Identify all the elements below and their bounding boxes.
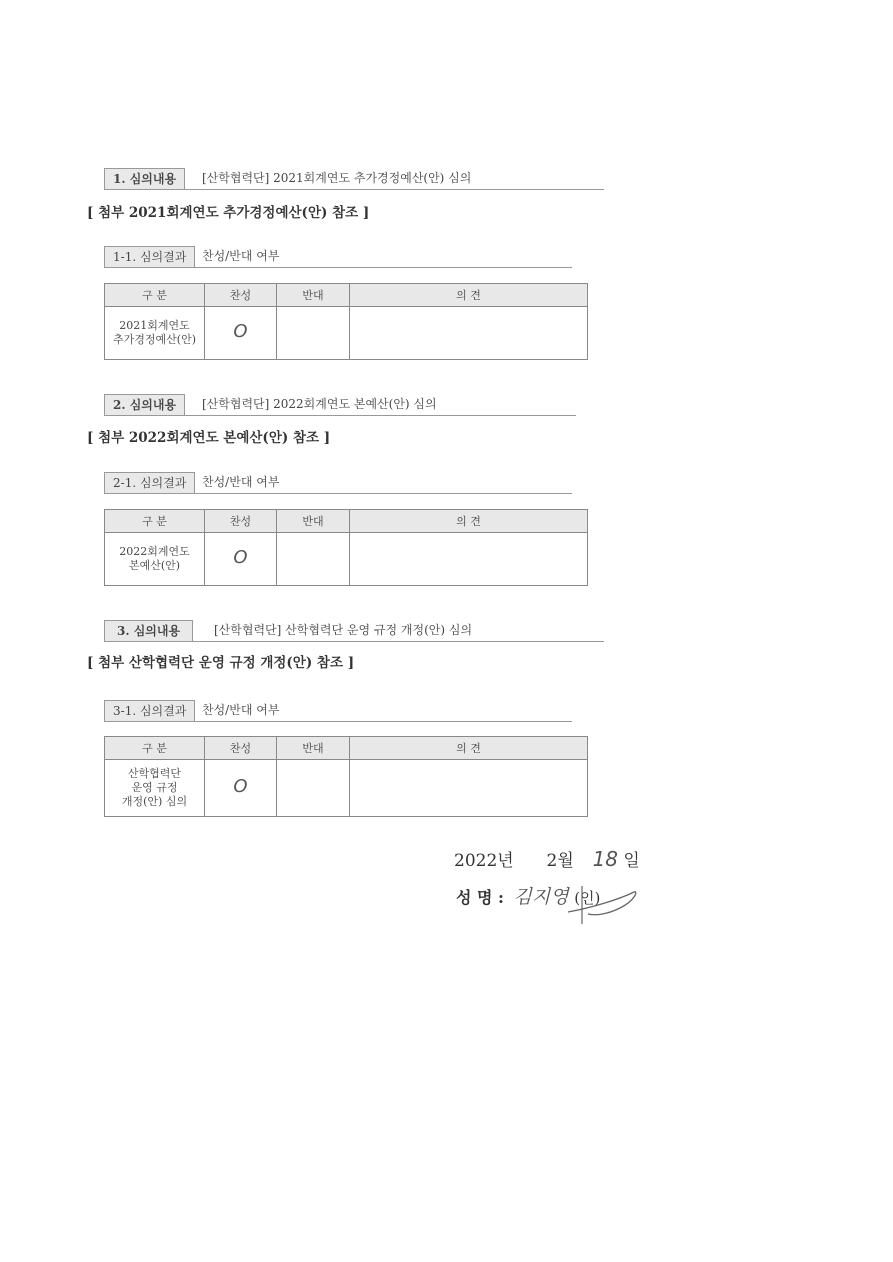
result-label: 2-1. 심의결과 — [104, 472, 195, 493]
opinion-cell — [350, 533, 588, 586]
opinion-cell — [350, 307, 588, 360]
approve-cell — [205, 760, 277, 817]
result-title: 찬성/반대 여부 — [202, 249, 280, 263]
approve-mark: O — [233, 321, 248, 342]
header-category: 구 분 — [105, 284, 205, 307]
section-label: 2. 심의내용 — [104, 394, 185, 415]
attachment-note: [ 첨부 2022회계연도 본예산(안) 참조 ] — [87, 430, 331, 446]
header-opinion: 의 견 — [350, 737, 588, 760]
approve-cell — [205, 307, 277, 360]
row-label: 산학협력단 운영 규정 개정(안) 심의 — [105, 760, 205, 817]
attachment-note: [ 첨부 산학협력단 운영 규정 개정(안) 참조 ] — [87, 655, 355, 671]
opinion-cell — [350, 760, 588, 817]
section-3-header — [104, 620, 604, 642]
date-month: 2월 — [546, 851, 574, 871]
oppose-cell — [277, 307, 350, 360]
approve-mark: O — [233, 776, 248, 797]
result-label: 3-1. 심의결과 — [104, 700, 195, 721]
header-category: 구 분 — [105, 737, 205, 760]
result-title: 찬성/반대 여부 — [202, 475, 280, 489]
section-title: [산학협력단] 2022회계연도 본예산(안) 심의 — [202, 397, 437, 411]
signature-label: 성 명 : — [456, 888, 504, 907]
date-day: 18 — [592, 847, 619, 871]
signature-name: 김지영 — [513, 886, 569, 908]
date-day-suffix: 일 — [623, 851, 640, 871]
row-label: 2021회계연도 추가경정예산(안) — [105, 307, 205, 360]
vote-table-2 — [104, 509, 588, 586]
section-1-header — [104, 168, 604, 190]
header-approve: 찬성 — [205, 284, 277, 307]
vote-table-3 — [104, 736, 588, 817]
result-title: 찬성/반대 여부 — [202, 703, 280, 717]
date-year: 2022년 — [454, 851, 514, 871]
header-category: 구 분 — [105, 510, 205, 533]
signature-seal: (인) — [574, 889, 601, 907]
header-oppose: 반대 — [277, 737, 350, 760]
oppose-cell — [277, 533, 350, 586]
section-title: [산학협력단] 2021회계연도 추가경정예산(안) 심의 — [202, 171, 472, 185]
section-label: 1. 심의내용 — [104, 168, 185, 189]
attachment-note: [ 첨부 2021회계연도 추가경정예산(안) 참조 ] — [87, 205, 370, 221]
section-2-result-header — [104, 472, 572, 494]
result-label: 1-1. 심의결과 — [104, 246, 195, 267]
header-oppose: 반대 — [277, 284, 350, 307]
section-3-result-header — [104, 700, 572, 722]
row-label: 2022회계연도 본예산(안) — [105, 533, 205, 586]
header-approve: 찬성 — [205, 737, 277, 760]
header-opinion: 의 견 — [350, 510, 588, 533]
table-row — [105, 760, 588, 817]
approve-cell — [205, 533, 277, 586]
section-label: 3. 심의내용 — [104, 620, 193, 641]
section-title: [산학협력단] 산학협력단 운영 규정 개정(안) 심의 — [214, 623, 473, 637]
header-oppose: 반대 — [277, 510, 350, 533]
header-approve: 찬성 — [205, 510, 277, 533]
table-row — [105, 307, 588, 360]
oppose-cell — [277, 760, 350, 817]
approve-mark: O — [233, 547, 248, 568]
signing-date — [454, 846, 640, 871]
section-2-header — [104, 394, 576, 416]
table-row — [105, 533, 588, 586]
section-1-result-header — [104, 246, 572, 268]
vote-table-1 — [104, 283, 588, 360]
header-opinion: 의 견 — [350, 284, 588, 307]
signature-flourish — [560, 878, 640, 928]
